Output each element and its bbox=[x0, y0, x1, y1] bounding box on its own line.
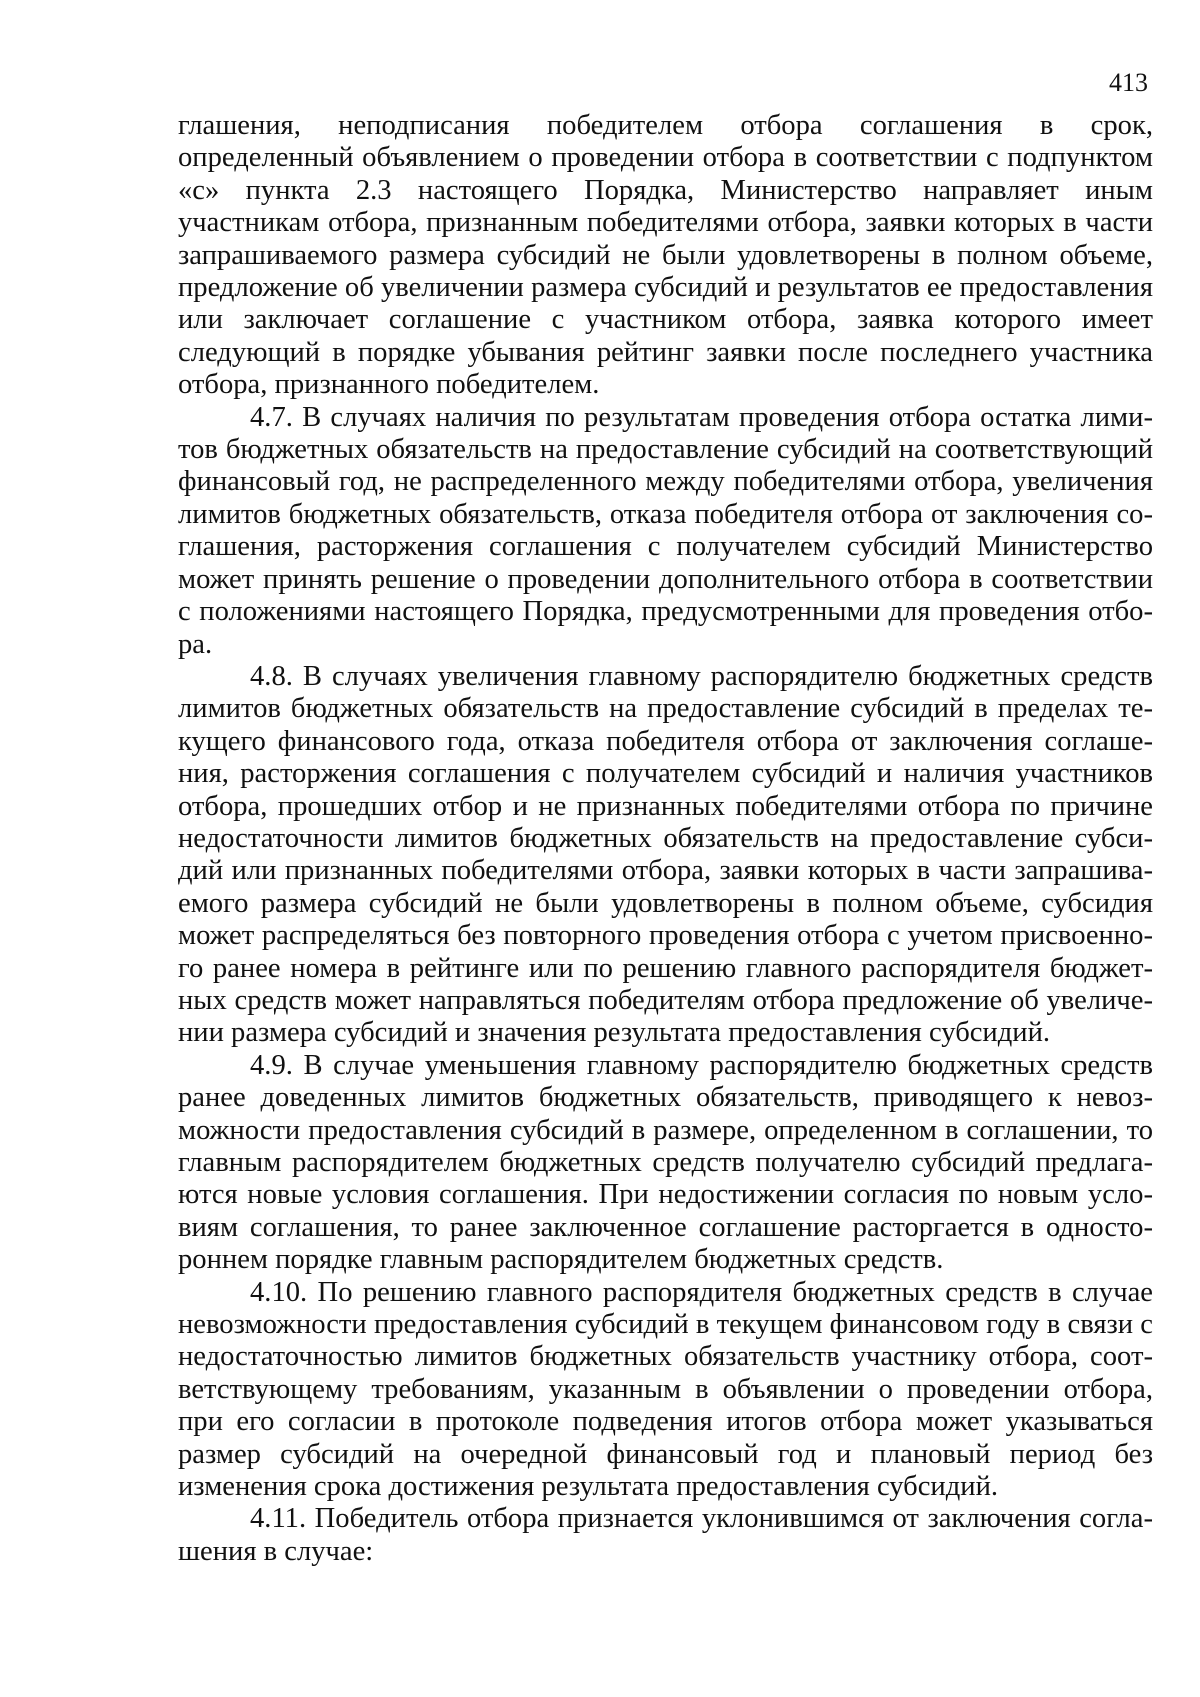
page-number: 413 bbox=[1109, 68, 1148, 97]
paragraph-4-7: 4.7. В случаях наличия по результатам проведения отбора остатка лимитов бюджетных обязательств на предоставление субсидий на соответствующий финансовый год, не распределенного между победителями отбора, увеличения лимитов бюджетных обязательств, отказа победителя отбора от заключения соглашения, расторжения соглашения с получателем субсидий Министерство может принять решение о проведении дополнительного отбора в соответствии с положениями настоящего Порядка, предусмотренными для проведения отбора. bbox=[178, 401, 1153, 660]
paragraph-4-10: 4.10. По решению главного распорядителя бюджетных средств в случае невозможности предоставления субсидий в текущем финансовом году в связи с недостаточностью лимитов бюджетных обязательств участнику отбора, соответствующему требованиям, указанным в объявлении о проведении отбора, при его согласии в протоколе подведения итогов отбора может указываться размер субсидий на очередной финансовый год и плановый период без изменения срока достижения результата предоставления субсидий. bbox=[178, 1276, 1153, 1503]
document-body bbox=[178, 110, 1153, 1568]
paragraph-4-8: 4.8. В случаях увеличения главному распорядителю бюджетных средств лимитов бюджетных обязательств на предоставление субсидий в пределах текущего финансового года, отказа победителя отбора от заключения соглашения, расторжения соглашения с получателем субсидий и наличия участников отбора, прошедших отбор и не признанных победителями отбора по причине недостаточности лимитов бюджетных обязательств на предоставление субсидий или признанных победителями отбора, заявки которых в части запрашиваемого размера субсидий не были удовлетворены в полном объеме, субсидия может распределяться без повторного проведения отбора с учетом присвоенного ранее номера в рейтинге или по решению главного распорядителя бюджетных средств может направляться победителям отбора предложение об увеличении размера субсидий и значения результата предоставления субсидий. bbox=[178, 660, 1153, 1049]
paragraph-4-11: 4.11. Победитель отбора признается уклонившимся от заключения соглашения в случае: bbox=[178, 1503, 1153, 1567]
paragraph-continuation: глашения, неподписания победителем отбора соглашения в срок, определенный объявлением о проведении отбора в соответствии с подпунктом «с» пункта 2.3 настоящего Порядка, Министерство направляет иным участникам отбора, признанным победителями отбора, заявки которых в части запрашиваемого размера субсидий не были удовлетворены в полном объеме, предложение об увеличении размера субсидий и результатов ее предоставления или заключает соглашение с участником отбора, заявка которого имеет следующий в порядке убывания рейтинг заявки после последнего участника отбора, признанного победителем. bbox=[178, 110, 1153, 401]
paragraph-4-9: 4.9. В случае уменьшения главному распорядителю бюджетных средств ранее доведенных лимитов бюджетных обязательств, приводящего к невозможности предоставления субсидий в размере, определенном в соглашении, то главным распорядителем бюджетных средств получателю субсидий предлагаются новые условия соглашения. При недостижении согласия по новым условиям соглашения, то ранее заключенное соглашение расторгается в одностороннем порядке главным распорядителем бюджетных средств. bbox=[178, 1049, 1153, 1276]
